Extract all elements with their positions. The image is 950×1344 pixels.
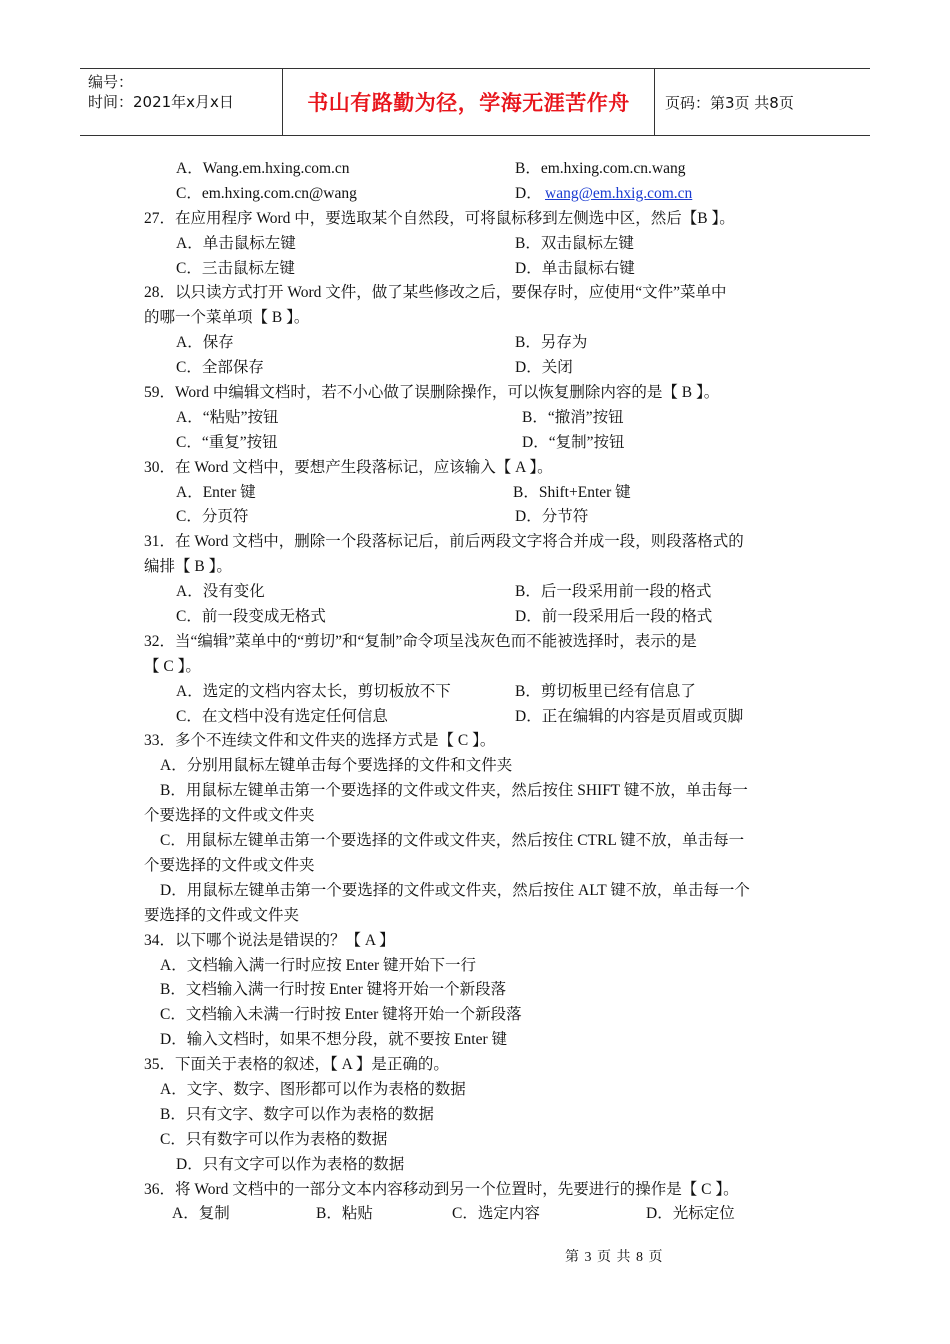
text-segment: C．全部保存 [176,359,264,377]
text-segment: 【 C 】。 [144,657,201,675]
text-segment: B．只有文字、数字可以作为表格的数据 [160,1105,434,1123]
text-line [0,655,950,680]
page-header [80,68,870,136]
text-line [0,1078,950,1103]
text-segment: B．另存为 [515,334,588,352]
text-segment: A．单击鼠标左键 [176,234,296,252]
text-line [0,281,950,306]
text-segment: D． [515,184,542,202]
text-segment: A．Wang.em.hxing.com.cn [176,160,350,177]
text-segment: 36．将 Word 文档中的一部分文本内容移动到另一个位置时，先要进行的操作是【 C 】。 [144,1180,739,1198]
text-segment: C．前一段变成无格式 [176,608,326,626]
text-segment: A．保存 [176,334,234,352]
text-line [0,306,950,331]
text-line [0,754,950,779]
text-segment: D．关闭 [515,359,573,377]
text-segment: 28．以只读方式打开 Word 文件，做了某些修改之后，要保存时，应使用“文件”菜单中 [144,284,727,302]
text-segment: D．“复制”按钮 [522,433,625,451]
text-segment: 30．在 Word 文档中，要想产生段落标记，应该输入【 A 】。 [144,458,553,476]
text-line [0,1053,950,1078]
text-line [0,431,950,456]
text-segment: 个要选择的文件或文件夹 [144,807,315,825]
text-line [0,705,950,730]
text-line [0,630,950,655]
text-line [0,456,950,481]
text-segment: 33．多个不连续文件和文件夹的选择方式是【 C 】。 [144,732,496,750]
question-body [0,157,950,1227]
text-line [0,530,950,555]
text-line [0,356,950,381]
page-label: 页码：第3页 共8页 [665,93,794,112]
text-segment: B．剪切板里已经有信息了 [515,682,696,700]
text-line [0,505,950,530]
text-segment: A．Enter 键 [176,483,256,501]
text-line [0,1103,950,1128]
text-segment: D．分节符 [515,508,589,526]
text-segment: 31．在 Word 文档中，删除一个段落标记后，前后两段文字将合并成一段，则段落格式的 [144,533,744,551]
text-segment: D．用鼠标左键单击第一个要选择的文件或文件夹，然后按住 ALT 键不放，单击每一个 [160,881,750,899]
time-label: 时间：2021年x月x日 [88,93,234,111]
text-segment: C．分页符 [176,508,249,526]
text-line [0,1128,950,1153]
text-line [0,954,950,979]
text-segment: D．输入文档时，如果不想分段，就不要按 Enter 键 [160,1031,508,1049]
text-line [0,879,950,904]
text-segment: 32．当“编辑”菜单中的“剪切”和“复制”命令项呈浅灰色而不能被选择时，表示的是 [144,632,697,650]
text-segment: A．文字、数字、图形都可以作为表格的数据 [160,1080,466,1098]
text-segment: B．em.hxing.com.cn.wang [515,160,686,177]
text-segment: 要选择的文件或文件夹 [144,906,300,924]
text-line [0,1202,950,1227]
text-segment: D．单击鼠标右键 [515,259,635,277]
text-line [0,1178,950,1203]
text-line [0,605,950,630]
motto: 书山有路勤为径，学海无涯苦作舟 [307,91,630,115]
text-line [0,157,950,182]
text-line [0,182,950,207]
text-line [0,381,950,406]
text-line [0,1028,950,1053]
text-line [0,1003,950,1028]
text-segment: C．只有数字可以作为表格的数据 [160,1130,388,1148]
text-segment: B．粘贴 [316,1205,373,1223]
text-segment: C．“重复”按钮 [176,433,278,451]
text-segment: B．文档输入满一行时按 Enter 键将开始一个新段落 [160,981,507,999]
text-line [0,929,950,954]
text-segment: A．选定的文档内容太长，剪切板放不下 [176,682,451,700]
text-segment: 34．以下哪个说法是错误的？【 A 】 [144,931,395,949]
text-line [0,481,950,506]
text-segment: 27．在应用程序 Word 中，要选取某个自然段，可将鼠标移到左侧选中区，然后【B 】。 [144,209,735,227]
text-line [0,854,950,879]
text-segment: C．用鼠标左键单击第一个要选择的文件或文件夹，然后按住 CTRL 键不放，单击每一 [160,832,745,850]
text-segment: A．文档输入满一行时应按 Enter 键开始下一行 [160,956,477,974]
text-line [0,904,950,929]
text-line [0,1153,950,1178]
text-segment: A．没有变化 [176,583,265,601]
text-segment: A．复制 [172,1205,230,1223]
text-line [0,580,950,605]
text-segment: C．文档输入未满一行时按 Enter 键将开始一个新段落 [160,1006,522,1024]
text-line [0,829,950,854]
text-line [0,257,950,282]
text-segment: 编排【 B 】。 [144,558,232,576]
text-segment: A．“粘贴”按钮 [176,408,279,426]
text-segment: B．Shift+Enter 键 [513,483,631,501]
text-segment: D．前一段采用后一段的格式 [515,608,713,626]
text-line [0,729,950,754]
header-page-cell [655,69,870,135]
text-segment: 35．下面关于表格的叙述，【 A 】是正确的。 [144,1056,449,1074]
header-motto-cell [282,69,655,135]
text-segment: D．正在编辑的内容是页眉或页脚 [515,707,744,725]
text-line [0,207,950,232]
text-segment: B．后一段采用前一段的格式 [515,583,712,601]
text-segment: D．只有文字可以作为表格的数据 [176,1155,405,1173]
text-line [0,680,950,705]
code-label: 编号： [88,73,134,91]
text-line [0,555,950,580]
text-line [0,406,950,431]
text-segment: B．用鼠标左键单击第一个要选择的文件或文件夹，然后按住 SHIFT 键不放，单击每一 [160,782,748,800]
text-segment: 的哪一个菜单项【 B 】。 [144,309,310,327]
text-line [0,804,950,829]
text-segment: 59．Word 中编辑文档时，若不小心做了误删除操作，可以恢复删除内容的是【 B 】。 [144,384,720,402]
text-segment: A．分别用鼠标左键单击每个要选择的文件和文件夹 [160,757,513,775]
text-segment: C．三击鼠标左键 [176,259,295,277]
email-link[interactable]: wang@em.hxig.com.cn [545,184,693,202]
page-footer: 第 3 页 共 8 页 [565,1250,664,1265]
text-line [0,232,950,257]
text-line [0,331,950,356]
text-segment: 个要选择的文件或文件夹 [144,856,315,874]
text-line [0,978,950,1003]
text-segment: B．“撤消”按钮 [522,408,624,426]
text-segment: C．选定内容 [452,1205,540,1223]
text-line [0,779,950,804]
text-segment: B．双击鼠标左键 [515,234,634,252]
text-segment: C．在文档中没有选定任何信息 [176,707,388,725]
text-segment: C．em.hxing.com.cn@wang [176,184,357,202]
header-meta [80,69,282,135]
text-segment: D．光标定位 [646,1205,735,1223]
